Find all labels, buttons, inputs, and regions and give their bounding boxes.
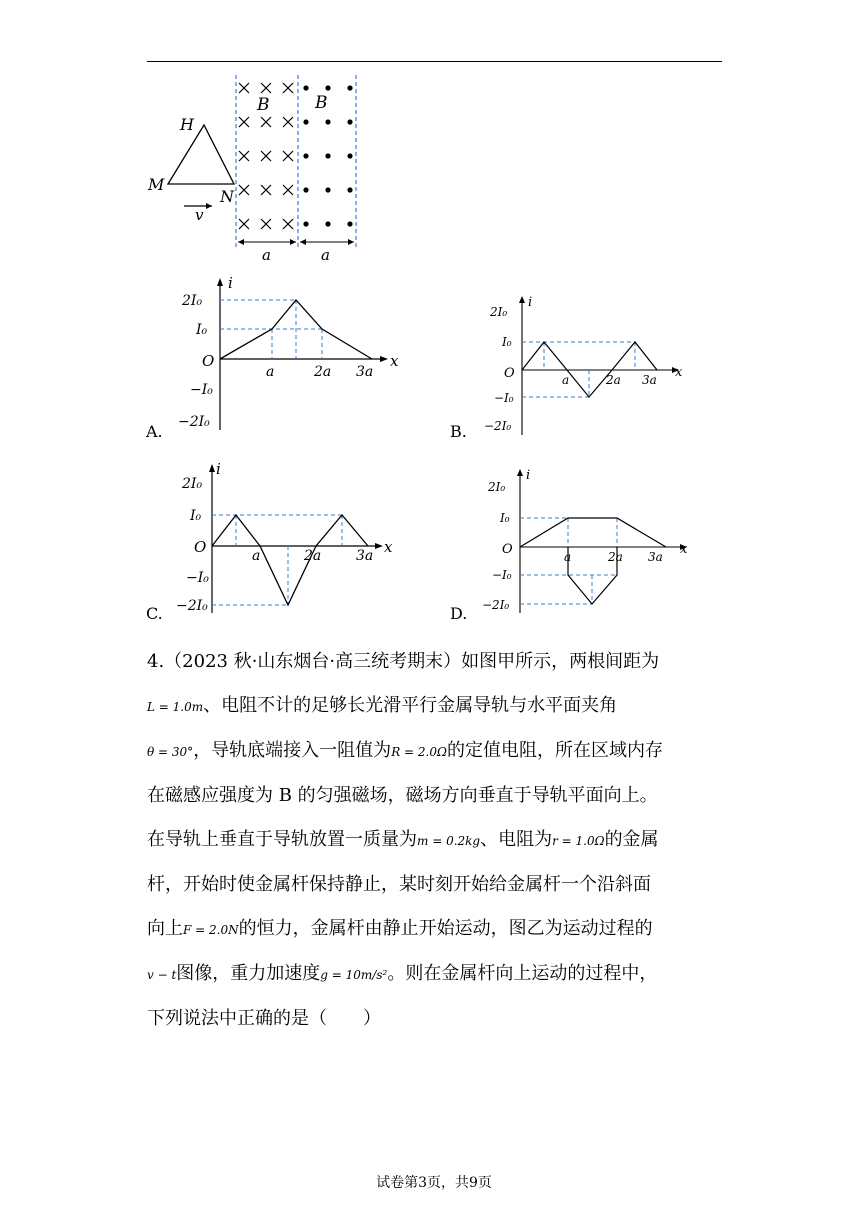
- field-label-b-left: B: [257, 95, 270, 115]
- question-text: 。则在金属杆向上运动的过程中，: [387, 963, 658, 984]
- math-inline: g = 10m/s²: [320, 968, 388, 982]
- origin-label: O: [502, 542, 513, 557]
- graph-option-d: [480, 465, 700, 615]
- field-dot: [325, 119, 330, 124]
- question-text: 的恒力，金属杆由静止开始运动，图乙为运动过程的: [238, 918, 653, 939]
- question-line: [147, 907, 732, 952]
- field-dot: [347, 221, 352, 226]
- field-dot: [303, 153, 308, 158]
- math-inline: m = 0.2kg: [417, 834, 481, 848]
- tick-i0: I₀: [500, 511, 510, 525]
- question-text: 在导轨上垂直于导轨放置一质量为: [147, 829, 417, 850]
- tick-2i0: 2I₀: [488, 480, 506, 494]
- origin-label: O: [194, 538, 207, 556]
- axis-label-x: x: [680, 542, 688, 557]
- field-dot: [303, 85, 308, 90]
- tick-neg-i0: −I₀: [494, 391, 514, 405]
- question-line: [147, 729, 732, 774]
- tick-i0: I₀: [196, 322, 208, 338]
- field-cross: [261, 151, 271, 161]
- field-cross: [239, 185, 249, 195]
- field-dot: [303, 187, 308, 192]
- question-text: 图像，重力加速度: [176, 963, 321, 984]
- field-cross: [283, 83, 293, 93]
- tick-neg-2i0: −2I₀: [482, 598, 510, 612]
- tick-neg-2i0: −2I₀: [484, 419, 512, 433]
- tick-2i0: 2I₀: [182, 293, 203, 309]
- question-line: [147, 818, 732, 863]
- field-dot: [325, 221, 330, 226]
- tick-2a: 2a: [608, 550, 623, 564]
- question-line: 杆，开始时使金属杆保持静止，某时刻开始给金属杆一个沿斜面: [147, 874, 651, 895]
- option-label-a[interactable]: A.: [146, 422, 163, 441]
- math-inline: r = 1.0Ω: [552, 834, 605, 848]
- field-cross: [239, 83, 249, 93]
- field-out-of-page-dots: [303, 85, 352, 226]
- field-dot: [325, 153, 330, 158]
- header-rule: [147, 61, 722, 62]
- tick-3a: 3a: [356, 548, 374, 564]
- tick-2a: 2a: [304, 548, 322, 564]
- question-text: 、电阻为: [480, 829, 553, 850]
- question-text: 向上: [147, 918, 183, 939]
- triangle-coil: [168, 125, 234, 184]
- origin-label: O: [504, 366, 515, 381]
- question-line: 4.（2023 秋·山东烟台·高三统考期末）如图甲所示，两根间距为: [147, 651, 660, 672]
- tick-3a: 3a: [648, 550, 663, 564]
- tick-i0: I₀: [190, 508, 202, 524]
- field-cross: [283, 151, 293, 161]
- field-cross: [261, 83, 271, 93]
- tick-neg-2i0: −2I₀: [176, 598, 208, 614]
- math-inline: v − t: [147, 968, 177, 982]
- tick-i0: I₀: [502, 335, 512, 349]
- width-label-a1: a: [262, 246, 271, 264]
- math-inline: F = 2.0N: [183, 923, 239, 937]
- axis-label-i: i: [526, 468, 531, 483]
- tick-2i0: 2I₀: [490, 305, 508, 319]
- option-label-b[interactable]: B.: [450, 422, 467, 441]
- option-label-d[interactable]: D.: [450, 604, 468, 623]
- math-inline: θ = 30°: [147, 745, 194, 759]
- field-dot: [325, 187, 330, 192]
- field-dot: [347, 153, 352, 158]
- field-dot: [303, 221, 308, 226]
- axis-label-x: x: [390, 352, 399, 370]
- question-text: 、电阻不计的足够长光滑平行金属导轨与水平面夹角: [203, 695, 618, 716]
- graph-option-b: [482, 290, 702, 440]
- axis-label-i: i: [528, 295, 533, 310]
- field-dot: [347, 119, 352, 124]
- tick-neg-i0: −I₀: [492, 568, 512, 582]
- question-text: 的金属: [604, 829, 659, 850]
- field-cross: [283, 219, 293, 229]
- tick-a: a: [252, 548, 261, 564]
- axis-label-x: x: [384, 538, 393, 556]
- field-dot: [325, 85, 330, 90]
- vertex-label-n: N: [220, 187, 234, 206]
- origin-label: O: [202, 352, 215, 370]
- field-dot: [347, 85, 352, 90]
- tick-2a: 2a: [314, 364, 332, 380]
- field-label-b-right: B: [315, 93, 328, 113]
- axis-label-x: x: [675, 365, 683, 380]
- page-footer: 试卷第3页，共9页: [376, 1175, 492, 1191]
- field-cross: [239, 117, 249, 127]
- field-cross: [261, 117, 271, 127]
- tick-a: a: [562, 373, 570, 387]
- field-cross: [261, 185, 271, 195]
- question-text: 的定值电阻，所在区域内存: [446, 740, 663, 761]
- tick-3a: 3a: [642, 373, 657, 387]
- axis-label-i: i: [228, 274, 233, 292]
- question-line: 在磁感应强度为 B 的匀强磁场，磁场方向垂直于导轨平面向上。: [147, 785, 658, 806]
- graph-option-c: [176, 458, 406, 618]
- question-4: [147, 640, 732, 1041]
- field-dot: [347, 187, 352, 192]
- graph-option-a: [176, 270, 406, 440]
- tick-2a: 2a: [606, 373, 621, 387]
- vertex-label-m: M: [148, 175, 165, 194]
- field-cross: [239, 151, 249, 161]
- tick-a: a: [266, 364, 275, 380]
- axis-label-i: i: [216, 460, 221, 478]
- option-label-c[interactable]: C.: [146, 604, 163, 623]
- width-label-a2: a: [321, 246, 330, 264]
- question-line: [147, 684, 732, 729]
- question-text: ，导轨底端接入一阻值为: [193, 740, 392, 761]
- field-cross: [283, 185, 293, 195]
- question-line: 下列说法中正确的是（ ）: [147, 1008, 381, 1029]
- tick-neg-2i0: −2I₀: [178, 414, 210, 430]
- question-line: [147, 952, 732, 997]
- math-inline: R = 2.0Ω: [391, 745, 447, 759]
- tick-3a: 3a: [356, 364, 374, 380]
- velocity-label: v: [195, 206, 204, 224]
- math-inline: L = 1.0m: [147, 700, 204, 714]
- tick-a: a: [564, 550, 572, 564]
- field-dot: [303, 119, 308, 124]
- tick-neg-i0: −I₀: [186, 570, 209, 586]
- tick-2i0: 2I₀: [182, 476, 203, 492]
- field-cross: [239, 219, 249, 229]
- magnetic-field-figure: [140, 70, 380, 265]
- field-cross: [283, 117, 293, 127]
- field-cross: [261, 219, 271, 229]
- vertex-label-h: H: [180, 115, 194, 134]
- tick-neg-i0: −I₀: [190, 382, 213, 398]
